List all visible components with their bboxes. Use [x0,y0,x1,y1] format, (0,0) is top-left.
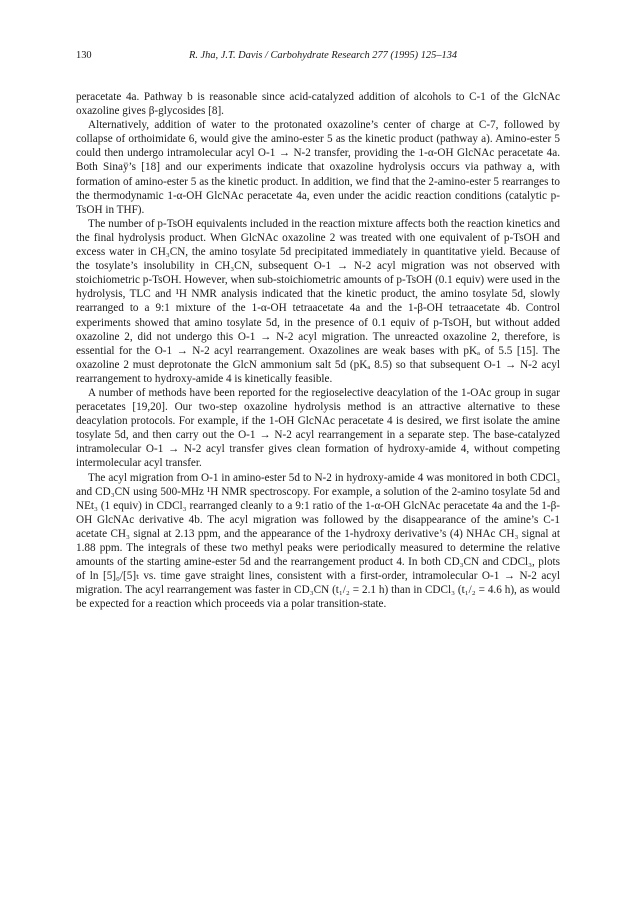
paragraph: The acyl migration from O-1 in amino-ester 5d to N-2 in hydroxy-amide 4 was monitored in both CDCl₃ and CD₃CN using 500-MHz ¹H NMR spectroscopy. For example, a solution of the 2-amino tosylate 5d and NEt₃ (1 equiv) in CDCl₃ rearranged cleanly to a 9:1 ratio of the 1-α-OH GlcNAc peracetate 4a and the 1-β-OH GlcNAc derivative 4b. The acyl migration was followed by the disappearance of the amine’s C-1 acetate CH₃ signal at 2.13 ppm, and the appearance of the 1-hydroxy derivative’s (4) NHAc CH₃ signal at 1.88 ppm. The integrals of these two methyl peaks were periodically measured to determine the relative amounts of the starting amine-ester 5d and the rearrangement product 4. In both CD₃CN and CDCl₃, plots of ln [5]₀/[5]ₜ vs. time gave straight lines, consistent with a first-order, intramolecular O-1 → N-2 acyl migration. The acyl rearrangement was faster in CD₃CN (t₁/₂ = 2.1 h) than in CDCl₃ (t₁/₂ = 4.6 h), as would be expected for a reaction which proceeds via a polar transition-state. [76,471,560,611]
page-number: 130 [76,50,92,61]
page-header [76,50,560,68]
paragraph: A number of methods have been reported for the regioselective deacylation of the 1-OAc group in sugar peracetates [19,20]. Our two-step oxazoline hydrolysis method is an attractive alternative to these deacylation protocols. For example, if the 1-OH GlcNAc peracetate 4 is desired, we first isolate the amine tosylate 5d, and then carry out the O-1 → N-2 acyl rearrangement in a separate step. The base-catalyzed intramolecular O-1 → N-2 acyl transfer gives clean formation of hydroxy-amide 4, without competing intermolecular acyl transfer. [76,386,560,470]
paragraph-continued: peracetate 4a. Pathway b is reasonable since acid-catalyzed addition of alcohols to C-1 of the GlcNAc oxazoline gives β-glycosides [8]. [76,91,560,118]
paragraph: Alternatively, addition of water to the protonated oxazoline’s center of charge at C-7, followed by collapse of orthoimidate 6, would give the amino-ester 5 as the kinetic product (pathway a). Amino-ester 5 could then undergo intramolecular acyl O-1 → N-2 transfer, providing the 1-α-OH GlcNAc peracetate 4a. Both Sinaÿ’s [18] and our experiments indicate that oxazoline hydrolysis occurs via pathway a, with formation of amino-ester 5 as the kinetic product. In addition, we find that the 2-amino-ester 5 rearranges to the thermodynamic 1-α-OH GlcNAc peracetate 4a, even under the acidic reaction conditions (catalytic p-TsOH in THF). [76,119,560,216]
running-head: R. Jha, J.T. Davis / Carbohydrate Research 277 (1995) 125–134 [189,50,458,61]
body-text [76,90,560,611]
paragraph: The number of p-TsOH equivalents included in the reaction mixture affects both the reaction kinetics and the final hydrolysis product. When GlcNAc oxazoline 2 was treated with one equivalent of p-TsOH and excess water in CH₃CN, the amino tosylate 5d precipitated immediately in quantitative yield. Because of the tosylate’s insolubility in CH₃CN, subsequent O-1 → N-2 acyl migration was not observed with stoichiometric p-TsOH. However, when sub-stoichiometric amounts of p-TsOH (0.1 equiv) were used in the hydrolysis, TLC and ¹H NMR analysis indicated that the kinetic product, the amino tosylate 5d, slowly rearranged to a 9:1 mixture of the 1-α-OH tetraacetate 4a and the 1-β-OH tetraacetate 4b. Control experiments showed that amino tosylate 5d, in the presence of 0.1 equiv of p-TsOH, but without added oxazoline 2, did not undergo this O-1 → N-2 acyl migration. The unreacted oxazoline 2, therefore, is essential for the O-1 → N-2 acyl rearrangement. Oxazolines are weak bases with pKₐ of 5.5 [15]. The oxazoline 2 must deprotonate the GlcN ammonium salt 5d (pKₐ 8.5) so that subsequent O-1 → N-2 acyl rearrangement to hydroxy-amide 4 is kinetically feasible. [76,217,560,385]
